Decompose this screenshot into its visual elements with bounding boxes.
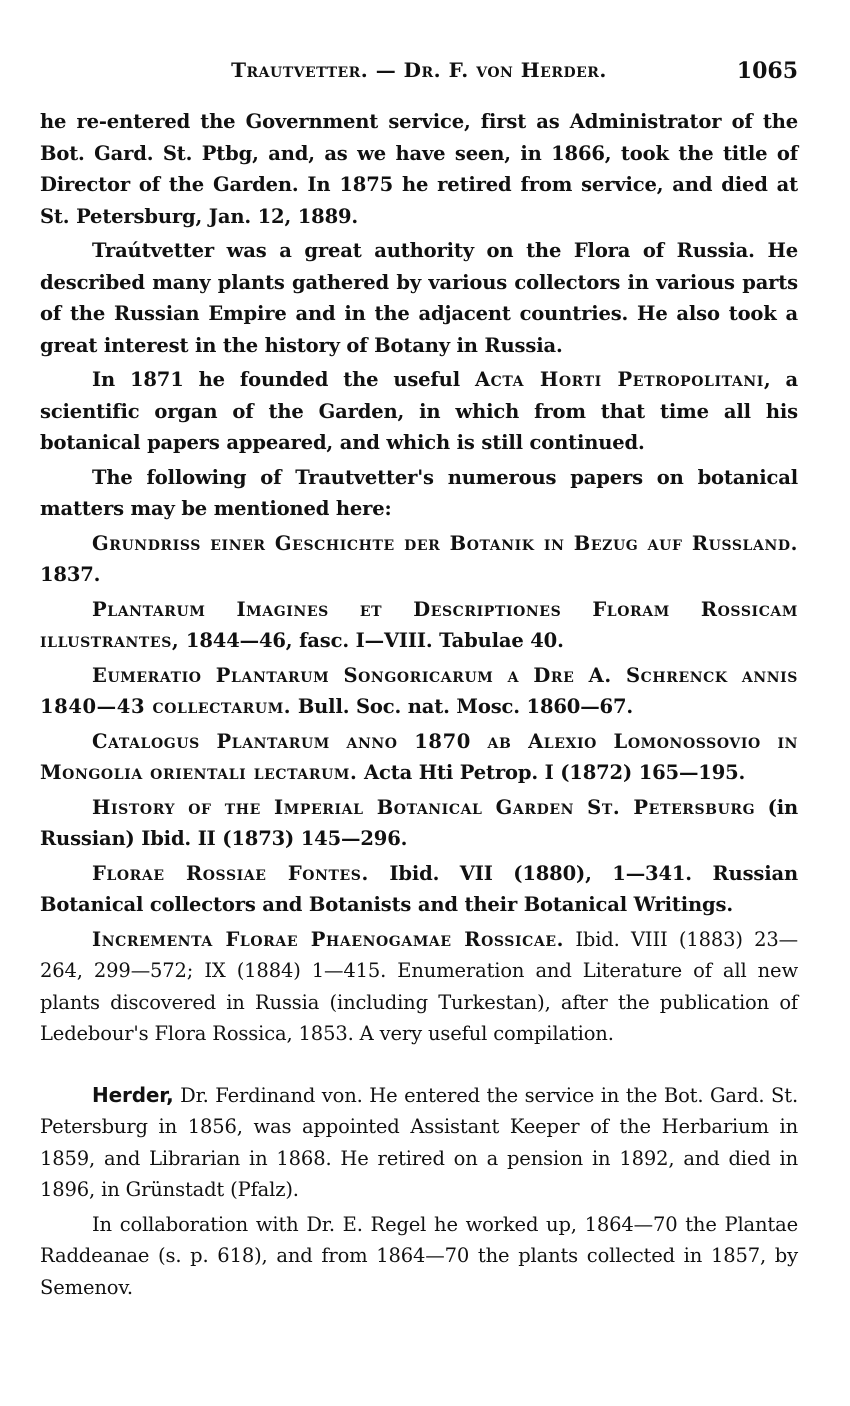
reference-item [40,594,798,657]
paragraph-retirement: he re-entered the Government service, first as Administrator of the Bot. Gard. St. Ptbg, and, as we have seen, in 1866, took the title of Director of the Garden. In 1875 he retired from service, and died at St. Petersburg, Jan. 12, 1889. [40,110,798,228]
reference-title: History of the Imperial Botanical Garden St. Petersburg [92,795,756,819]
paragraph-authority: Traútvetter was a great authority on the Flora of Russia. He described many plants gathered by various collectors in various parts of the Russian Empire and in the adjacent countries. He also took a great interest in the history of Botany in Russia. [40,239,798,357]
reference-details: 1837. [40,563,101,586]
reference-details: Bull. Soc. nat. Mosc. 1860—67. [291,695,634,718]
reference-item [40,726,798,789]
reference-title: Plantarum Imagines et Descriptiones Floram Rossicam illustrantes, [40,597,798,652]
reference-details: (in Russian) Ibid. II (1873) 145—296. [40,795,798,850]
reference-item [40,924,798,1050]
herder-name: Herder, [92,1082,174,1107]
paragraph-papers-intro: The following of Trautvetter's numerous papers on botanical matters may be mentioned here: [40,465,798,520]
body-text [40,106,798,1306]
reference-details: Acta Hti Petrop. I (1872) 165—195. [357,761,746,784]
running-head [40,58,798,92]
reference-details: Ibid. VII (1880), 1—341. Russian Botanical collectors and Botanists and their Botanical Writings. [40,861,798,916]
page-number: 1065 [736,58,798,84]
journal-title: Acta Horti Petropolitani [474,368,764,391]
paragraph-acta-before: In 1871 he founded the useful [92,368,475,391]
running-title: Trautvetter. — Dr. F. von Herder. [231,58,607,82]
reference-title: Incrementa Florae Phaenogamae Rossicae. [92,927,565,951]
reference-title: Florae Rossiae Fontes. [92,861,369,885]
reference-item [40,660,798,723]
paragraph-acta [40,364,798,459]
paragraph-acta-after: , a scientific organ of the Garden, in which from that time all his botanical papers appeared, and which is still continued. [40,368,799,454]
reference-item [40,858,798,921]
reference-item [40,528,798,591]
herder-biography: Dr. Ferdinand von. He entered the service in the Bot. Gard. St. Petersburg in 1856, was appointed Assistant Keeper of the Herbarium in 1859, and Librarian in 1868. He retired on a pension in 1892, and died in 1896, in Grünstadt (Pfalz). [40,1083,798,1201]
reference-title: Grundriss einer Geschichte der Botanik in Bezug auf Russland. [92,531,798,555]
reference-title: Eumeratio Plantarum Songoricarum a Dre A. Schrenck annis 1840—43 collectarum. [40,663,798,718]
reference-title: Catalogus Plantarum anno 1870 ab Alexio Lomonossovio in Mongolia orientali lectarum. [40,729,798,784]
herder-entry [40,1080,798,1206]
herder-collaboration: In collaboration with Dr. E. Regel he worked up, 1864—70 the Plantae Raddeanae (s. p. 618), and from 1864—70 the plants collected in 1857, by Semenov. [40,1212,798,1299]
reference-item [40,792,798,855]
reference-details: 1844—46, fasc. I—VIII. Tabulae 40. [179,629,564,652]
reference-details: Ibid. VIII (1883) 23—264, 299—572; IX (1884) 1—415. Enumeration and Literature of all new plants discovered in Russia (including Turkestan), after the publication of Ledebour's Flora Rossica, 1853. A very useful compilation. [40,927,798,1045]
